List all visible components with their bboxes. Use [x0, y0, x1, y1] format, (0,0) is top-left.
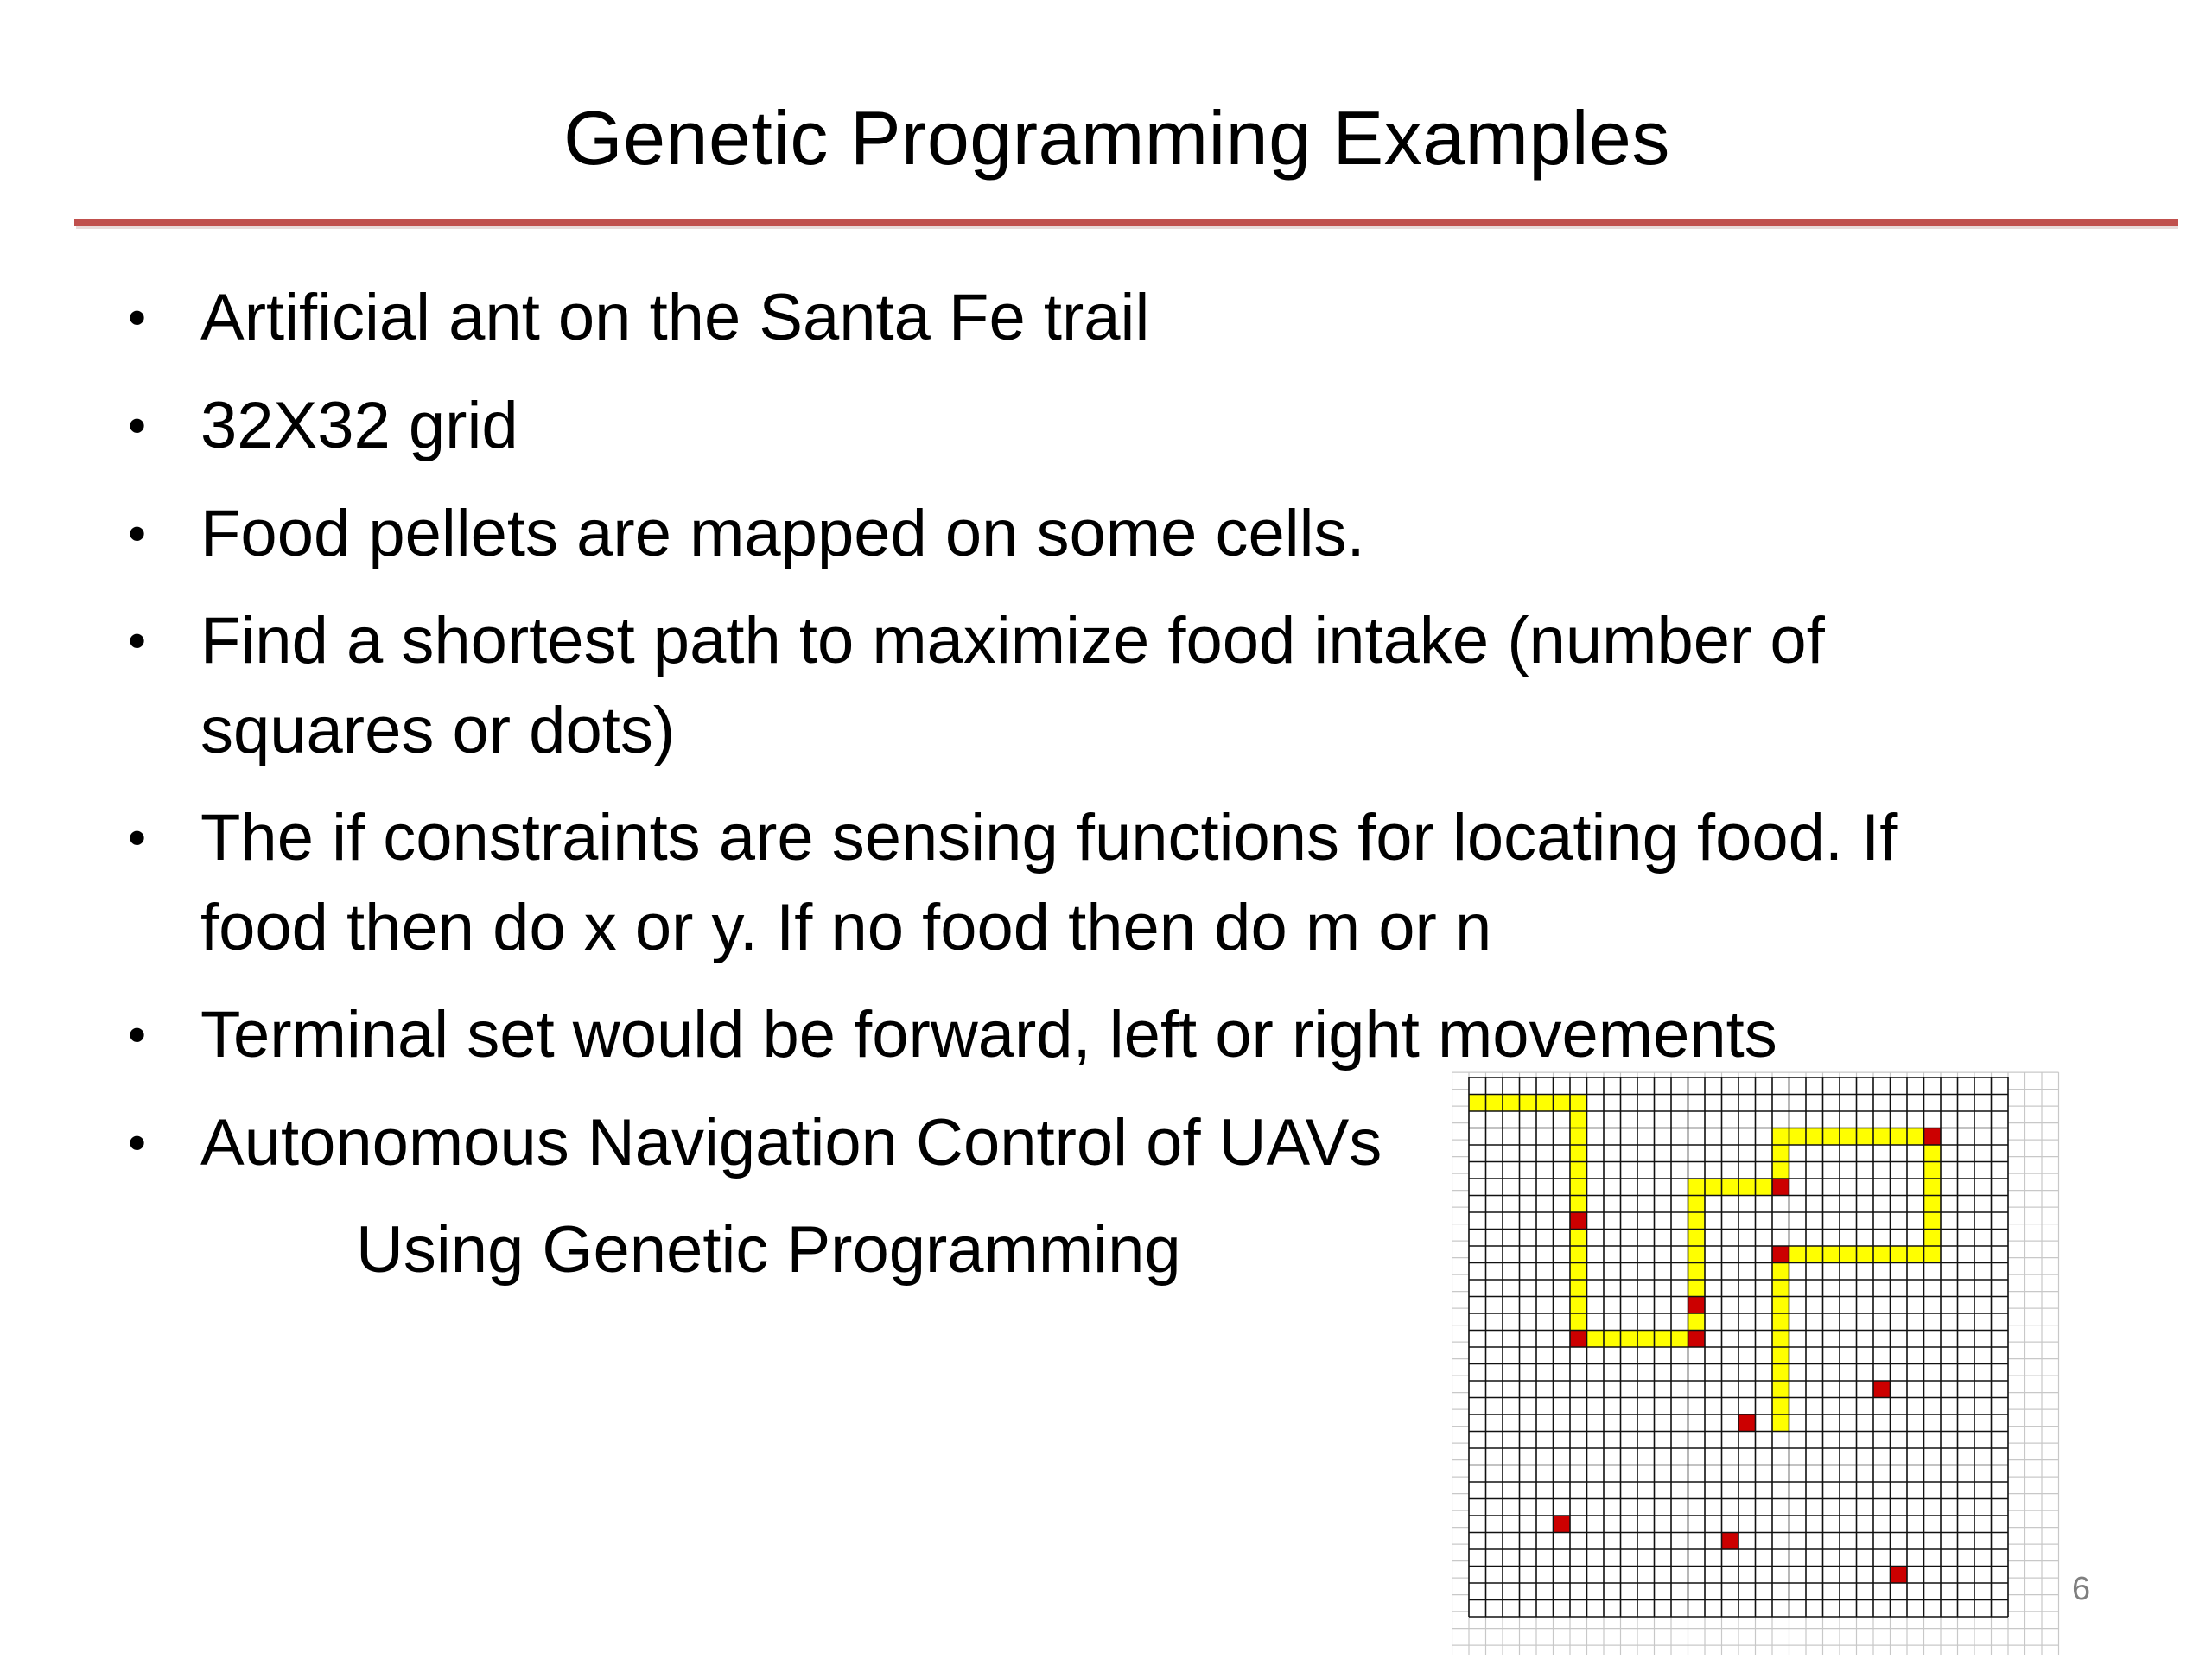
trail-cell: [1570, 1246, 1587, 1263]
trail-cell: [1536, 1095, 1554, 1112]
trail-cell: [1738, 1179, 1756, 1196]
bullet-dot-icon: •: [128, 289, 147, 346]
trail-cell: [1570, 1179, 1587, 1196]
bullet-item: [128, 381, 518, 471]
trail-cell: [1924, 1230, 1942, 1247]
trail-cell: [1891, 1128, 1908, 1146]
trail-cell: [1806, 1128, 1823, 1146]
food-pellet: [1722, 1533, 1739, 1550]
food-pellet: [1570, 1212, 1587, 1230]
food-pellet: [1873, 1381, 1891, 1398]
trail-cell: [1924, 1246, 1942, 1263]
trail-cell: [1637, 1331, 1655, 1348]
bullet-text: Autonomous Navigation Control of UAVs: [200, 1106, 1382, 1179]
trail-cell: [1570, 1280, 1587, 1297]
trail-cell: [1756, 1179, 1773, 1196]
trail-cell: [1688, 1246, 1706, 1263]
trail-cell: [1772, 1331, 1789, 1348]
bullet-text: The if constraints are sensing functions for locating food. If: [200, 801, 1898, 874]
trail-cell: [1840, 1246, 1857, 1263]
trail-cell: [1772, 1263, 1789, 1281]
bullet-text: Artificial ant on the Santa Fe trail: [200, 281, 1150, 354]
trail-cell: [1520, 1095, 1537, 1112]
trail-cell: [1570, 1145, 1587, 1162]
trail-cell: [1570, 1230, 1587, 1247]
food-pellet: [1772, 1179, 1789, 1196]
trail-cell: [1806, 1246, 1823, 1263]
trail-cell: [1772, 1364, 1789, 1382]
trail-cell: [1772, 1280, 1789, 1297]
trail-cell: [1789, 1128, 1807, 1146]
trail-cell: [1604, 1331, 1621, 1348]
trail-cell: [1688, 1280, 1706, 1297]
trail-cell: [1570, 1162, 1587, 1179]
trail-cell: [1688, 1313, 1706, 1331]
trail-cell: [1570, 1128, 1587, 1146]
trail-cell: [1907, 1246, 1924, 1263]
trail-cell: [1789, 1246, 1807, 1263]
trail-cell: [1554, 1095, 1571, 1112]
trail-cell: [1688, 1230, 1706, 1247]
food-pellet: [1772, 1246, 1789, 1263]
trail-cell: [1688, 1263, 1706, 1281]
trail-cell: [1772, 1162, 1789, 1179]
trail-cell: [1857, 1246, 1874, 1263]
trail-cell: [1688, 1212, 1706, 1230]
trail-cell: [1924, 1212, 1942, 1230]
trail-cell: [1772, 1297, 1789, 1314]
slide-title: Genetic Programming Examples: [563, 95, 1670, 181]
bullet-item: [128, 273, 1150, 363]
trail-cell: [1587, 1331, 1605, 1348]
trail-cell: [1873, 1246, 1891, 1263]
trail-cell: [1570, 1263, 1587, 1281]
bullet-text-continued: food then do x or y. If no food then do m or n: [200, 891, 1492, 964]
food-pellet: [1554, 1516, 1571, 1533]
bullet-dot-icon: •: [128, 1006, 147, 1064]
trail-cell: [1570, 1297, 1587, 1314]
bullet-dot-icon: •: [128, 809, 147, 867]
trail-cell: [1688, 1196, 1706, 1213]
trail-cell: [1570, 1196, 1587, 1213]
bullet-dot-icon: •: [128, 505, 147, 563]
bullet-dot-icon: •: [128, 397, 147, 454]
bullet-item: [128, 1098, 1382, 1188]
trail-cell: [1772, 1398, 1789, 1415]
bullet-item: [128, 793, 1898, 973]
trail-cell: [1705, 1179, 1722, 1196]
bullet-item: [128, 596, 1825, 776]
bullet-text: Find a shortest path to maximize food intake (number of: [200, 604, 1825, 677]
food-pellet: [1891, 1567, 1908, 1584]
bullet-text: Food pellets are mapped on some cells.: [200, 497, 1365, 570]
trail-cell: [1469, 1095, 1486, 1112]
trail-cell: [1570, 1111, 1587, 1128]
trail-cell: [1857, 1128, 1874, 1146]
bullet-dot-icon: •: [128, 612, 147, 670]
trail-cell: [1891, 1246, 1908, 1263]
trail-cell: [1772, 1313, 1789, 1331]
trail-cell: [1722, 1179, 1739, 1196]
trail-cell: [1823, 1246, 1840, 1263]
bullet-text-continued: squares or dots): [200, 694, 676, 767]
trail-cell: [1924, 1162, 1942, 1179]
trail-cell: [1772, 1145, 1789, 1162]
food-pellet: [1570, 1331, 1587, 1348]
santa-fe-trail-grid: [1452, 1067, 2074, 1655]
trail-cell: [1772, 1128, 1789, 1146]
trail-cell: [1840, 1128, 1857, 1146]
page-number: 6: [2072, 1571, 2091, 1607]
trail-cell: [1486, 1095, 1503, 1112]
bullet-text: Terminal set would be forward, left or right movements: [200, 998, 1777, 1071]
trail-cell: [1823, 1128, 1840, 1146]
bullet-item: [128, 489, 1365, 579]
bullet-dot-icon: •: [128, 1114, 147, 1172]
food-pellet: [1924, 1128, 1942, 1146]
trail-cell: [1772, 1347, 1789, 1364]
trail-cell: [1570, 1313, 1587, 1331]
trail-cell: [1772, 1414, 1789, 1432]
trail-cell: [1772, 1381, 1789, 1398]
trail-cell: [1924, 1196, 1942, 1213]
food-pellet: [1738, 1414, 1756, 1432]
trail-cell: [1621, 1331, 1638, 1348]
trail-cell: [1655, 1331, 1672, 1348]
trail-cell: [1503, 1095, 1520, 1112]
sub-line: Using Genetic Programming: [356, 1213, 1181, 1287]
trail-cell: [1907, 1128, 1924, 1146]
trail-cell: [1924, 1145, 1942, 1162]
bullet-text: 32X32 grid: [200, 389, 518, 462]
trail-cell: [1570, 1095, 1587, 1112]
food-pellet: [1688, 1331, 1706, 1348]
trail-cell: [1873, 1128, 1891, 1146]
trail-cell: [1688, 1179, 1706, 1196]
trail-cell: [1671, 1331, 1688, 1348]
trail-cell: [1924, 1179, 1942, 1196]
food-pellet: [1688, 1297, 1706, 1314]
